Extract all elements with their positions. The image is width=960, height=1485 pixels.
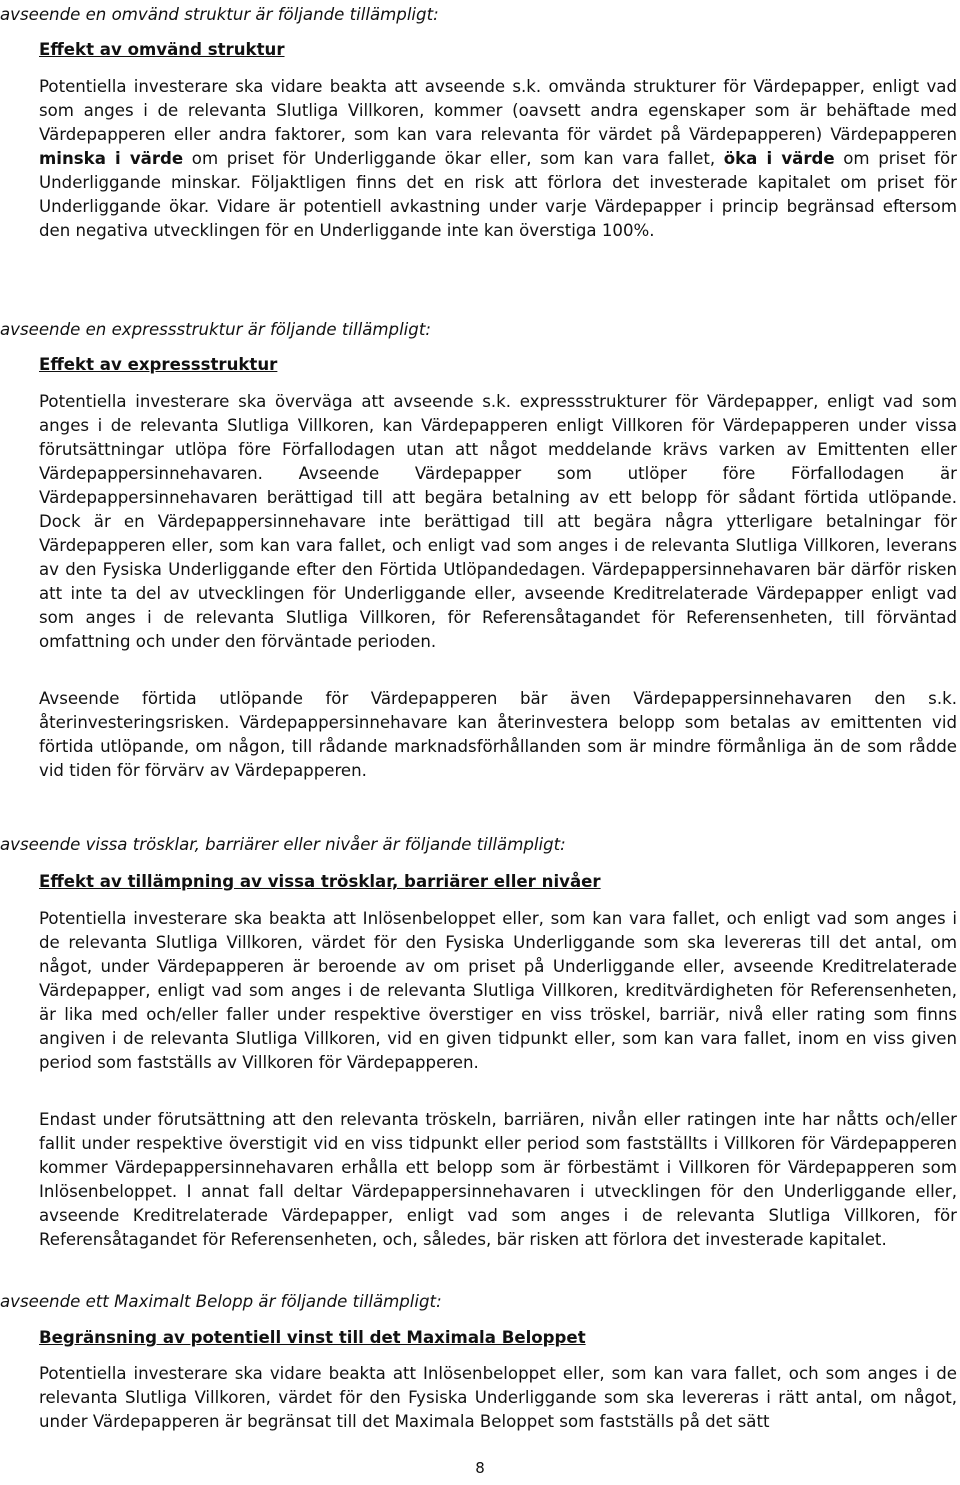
section-heading-thresholds: Effekt av tillämpning av vissa trösklar, barriärer eller nivåer [39, 872, 601, 891]
paragraph-text: Potentiella investerare ska vidare beakta att avseende s.k. omvända strukturer för Värdepapper, enligt vad som anges i de relevanta Slutliga Villkoren, kommer (oavsett andra egenskaper som är behäftade med Värdepapperen eller andra faktorer, som kan vara relevanta för värdet på Värdepapperen) Värdepapperen [39, 77, 957, 144]
paragraph-thresholds-2: Endast under förutsättning att den relevanta tröskeln, barriären, nivån eller ratingen inte har nåtts och/eller fallit under respektive överstigit vid en viss tidpunkt eller period som fastställts i Villkoren för Värdepapperen kommer Värdepappersinnehavaren erhålla ett belopp som är förbestämt i Villkoren för Värdepapperen som Inlösenbeloppet. I annat fall deltar Värdepappersinnehavaren i utvecklingen för den Underliggande eller, avseende Kreditrelaterade Värdepapper, enligt vad som anges i de relevanta Slutliga Villkoren, för Referensåtagandet för Referensenheten, och, således, bär risken att förlora det investerade kapitalet. [39, 1110, 957, 1249]
section-intro-thresholds: avseende vissa trösklar, barriärer eller nivåer är följande tillämpligt: [0, 835, 566, 854]
section-intro-express: avseende en expressstruktur är följande tillämpligt: [0, 320, 431, 339]
emphasis-decrease: minska i värde [39, 149, 184, 168]
page-number: 8 [475, 1459, 485, 1477]
paragraph-express-1: Potentiella investerare ska överväga att avseende s.k. expressstrukturer för Värdepapper, enligt vad som anges i de relevanta Slutliga Villkoren, kan Värdepapperen enligt Villkoren för Värdepapperen under vissa förutsättningar utlöpa före Förfallodagen utan att något meddelande krävs varken av Emittenten eller Värdepappersinnehavaren. Avseende Värdepapper som utlöper före Förfallodagen är Värdepappersinnehavaren berättigad till att begära betalning av ett belopp för sådant förtida utlöpande. Dock är en Värdepappersinnehavare inte berättigad till att begära några ytterligare betalningar för Värdepapperen eller, som kan vara fallet, och enligt vad som anges i de relevanta Slutliga Villkoren, leverans av den Fysiska Underliggande efter den Förtida Utlöpandedagen. Värdepappersinnehavaren bär därför risken att inte ta del av utvecklingen för Underliggande eller, avseende Kreditrelaterade Värdepapper enligt vad som anges i de relevanta Slutliga Villkoren, för Referensåtagandet för Referensenheten, till förväntad omfattning och under den förväntade perioden. [39, 392, 957, 651]
paragraph-thresholds-1: Potentiella investerare ska beakta att Inlösenbeloppet eller, som kan vara fallet, och enligt vad som anges i de relevanta Slutliga Villkoren, värdet för den Fysiska Underliggande som ska levereras till det antal, om något, under Värdepapperen är beroende av om priset på Underliggande eller, avseende Kreditrelaterade Värdepapper, enligt vad som anges i de relevanta Slutliga Villkoren, kreditvärdigheten för Referensenheten, är lika med och/eller faller under respektive överstiger en viss tröskel, barriär, nivå eller rating som finns angiven i de relevanta Slutliga Villkoren, vid en given tidpunkt eller, som kan vara fallet, inom en viss given period som fastställs av Villkoren för Värdepapperen. [39, 909, 957, 1072]
section-intro-maximum: avseende ett Maximalt Belopp är följande tillämpligt: [0, 1292, 442, 1311]
paragraph-reverse [39, 75, 957, 243]
section-heading-express: Effekt av expressstruktur [39, 355, 278, 374]
section-heading-maximum: Begränsning av potentiell vinst till det Maximala Beloppet [39, 1328, 586, 1347]
emphasis-increase: öka i värde [723, 149, 835, 168]
section-heading-reverse: Effekt av omvänd struktur [39, 40, 285, 59]
paragraph-express-2: Avseende förtida utlöpande för Värdepapperen bär även Värdepappersinnehavaren den s.k. återinvesteringsrisken. Värdepappersinnehavare kan återinvestera belopp som betalas av emittenten vid förtida utlöpande, om någon, till rådande marknadsförhållanden som är mindre förmånliga än de som rådde vid tiden för förvärv av Värdepapperen. [39, 689, 957, 780]
paragraph-text: om priset för Underliggande ökar eller, som kan vara fallet, [183, 149, 724, 168]
paragraph-text: om priset för Underliggande minskar. Följaktligen finns det en risk att förlora det investerade kapitalet om priset för Underliggande ökar. Vidare är potentiell avkastning under varje Värdepapper i princip begränsad eftersom den negativa utvecklingen för en Underliggande inte kan överstiga 100%. [39, 149, 957, 240]
section-intro-reverse: avseende en omvänd struktur är följande tillämpligt: [0, 5, 439, 24]
paragraph-maximum: Potentiella investerare ska vidare beakta att Inlösenbeloppet eller, som kan vara fallet, och som anges i de relevanta Slutliga Villkoren, värdet för den Fysiska Underliggande som ska levereras i rätt antal, om något, under Värdepapperen är begränsat till det Maximala Beloppet som fastställs på det sätt [39, 1364, 957, 1431]
